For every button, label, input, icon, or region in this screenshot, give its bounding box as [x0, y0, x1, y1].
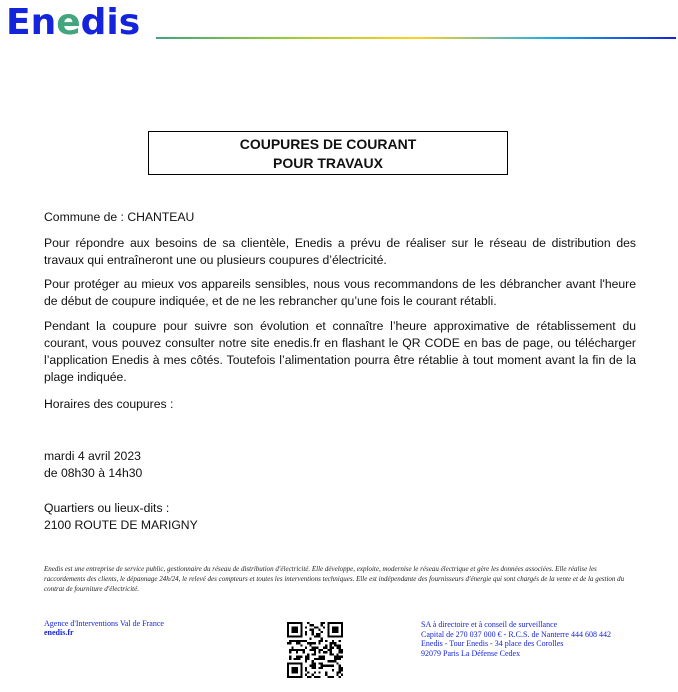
website-link[interactable]: enedis.fr: [44, 628, 74, 637]
outage-time-range: de 08h30 à 14h30: [44, 466, 143, 480]
paragraph-info: Pendant la coupure pour suivre son évolution et connaître l’heure approximative de rétablissement du courant, vous pouvez consulter notre site enedis.fr en flashant le QR CODE en bas de page, ou télécharger l’application Enedis à mes côtés. Toutefois l’alimentation pourra être rétablie à tout moment avant la fin de la plage indiquée.: [44, 319, 636, 384]
horaires-label: Horaires des coupures :: [44, 397, 174, 411]
legal-line-4: 92079 Paris La Défense Cedex: [421, 648, 521, 658]
legal-line-1: SA à directoire et à conseil de surveillance: [421, 620, 558, 629]
legal-line-3: Enedis - Tour Enedis - 34 place des Corolles: [421, 639, 564, 648]
paragraph-intro: Pour répondre aux besoins de sa clientèle, Enedis a prévu de réaliser sur le réseau de distribution des travaux qui entraîneront une ou plusieurs coupures d’électricité.: [44, 236, 636, 267]
legal-line-2: Capital de 270 037 000 € - R.C.S. de Nanterre 444 608 442: [421, 629, 611, 639]
outage-date: mardi 4 avril 2023: [44, 449, 141, 463]
paragraph-recommendation: Pour protéger au mieux vos appareils sensibles, nous vous recommandons de les débrancher avant l'heure de début de coupure indiquée, et de ne les rebrancher qu’une fois le courant rétabli.: [44, 277, 636, 308]
quartiers-label: Quartiers ou lieux-dits :: [44, 501, 170, 515]
address: 2100 ROUTE DE MARIGNY: [44, 518, 198, 532]
disclaimer: Enedis est une entreprise de service public, gestionnaire du réseau de distribution d'électricité. Elle développe, exploite, modernise le réseau électrique et gère les données associées. Elle réalise les raccordements des clients, le dépannage 24h/24, le relevé des compteurs et toutes les interventions techniques. Elle est indépendante des fournisseurs d'énergie qui sont chargés de la vente et de la gestion du contrat de fourniture d'électricité.: [44, 565, 625, 593]
title-box: [148, 131, 508, 175]
title-line-2: POUR TRAVAUX: [273, 155, 383, 171]
location-block: [44, 500, 636, 534]
footer-legal: [421, 620, 611, 658]
header-color-line: [156, 37, 676, 39]
footer-agency: [44, 619, 164, 637]
qr-code-icon[interactable]: [287, 622, 343, 678]
agency-name: Agence d'Interventions Val de France: [44, 619, 164, 628]
outage-schedule: [44, 448, 636, 482]
commune-line: Commune de : CHANTEAU: [44, 210, 195, 224]
title-line-1: COUPURES DE COURANT: [239, 136, 417, 152]
enedis-logo: Enedis: [6, 2, 141, 43]
